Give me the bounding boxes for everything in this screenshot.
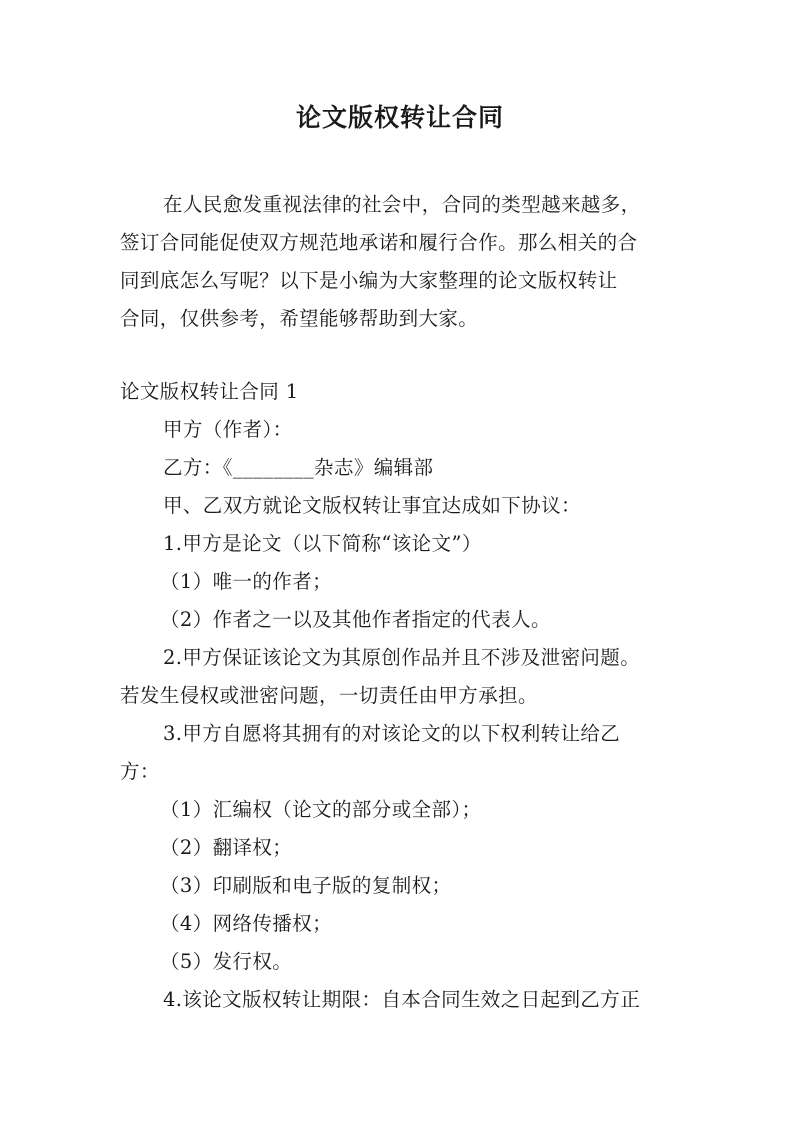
section-heading: 论文版权转让合同 1 bbox=[120, 380, 299, 403]
intro-paragraph-line: 合同，仅供参考，希望能够帮助到大家。 bbox=[120, 307, 479, 330]
clause-3-line: 3.甲方自愿将其拥有的对该论文的以下权利转让给乙 bbox=[163, 722, 621, 745]
agreement-intro-line: 甲、乙双方就论文版权转让事宜达成如下协议： bbox=[163, 494, 581, 517]
clause-3-item: （1）汇编权（论文的部分或全部）； bbox=[160, 798, 482, 821]
clause-1: 1.甲方是论文（以下简称“该论文”） bbox=[163, 532, 482, 555]
clause-1-item: （1）唯一的作者； bbox=[160, 570, 333, 593]
clause-3-item: （4）网络传播权； bbox=[160, 912, 333, 935]
intro-paragraph-line: 同到底怎么写呢？以下是小编为大家整理的论文版权转让 bbox=[120, 269, 618, 292]
clause-4-line: 4.该论文版权转让期限：自本合同生效之日起到乙方正 bbox=[163, 988, 641, 1011]
intro-paragraph-line: 在人民愈发重视法律的社会中，合同的类型越来越多， bbox=[163, 193, 641, 216]
intro-paragraph-line: 签订合同能促使双方规范地承诺和履行合作。那么相关的合 bbox=[120, 231, 638, 254]
party-a-line: 甲方（作者）： bbox=[163, 418, 293, 441]
party-b-line: 乙方：《________杂志》编辑部 bbox=[163, 456, 434, 479]
clause-3-item: （3）印刷版和电子版的复制权； bbox=[160, 874, 452, 897]
clause-3-item: （2）翻译权； bbox=[160, 836, 293, 859]
clause-2-line: 若发生侵权或泄密问题，一切责任由甲方承担。 bbox=[120, 684, 538, 707]
clause-3-line: 方： bbox=[120, 760, 160, 783]
clause-3-item: （5）发行权。 bbox=[160, 950, 293, 973]
clause-1-item: （2）作者之一以及其他作者指定的代表人。 bbox=[160, 608, 551, 631]
document-title: 论文版权转让合同 bbox=[295, 103, 504, 132]
clause-2-line: 2.甲方保证该论文为其原创作品并且不涉及泄密问题。 bbox=[163, 646, 641, 669]
